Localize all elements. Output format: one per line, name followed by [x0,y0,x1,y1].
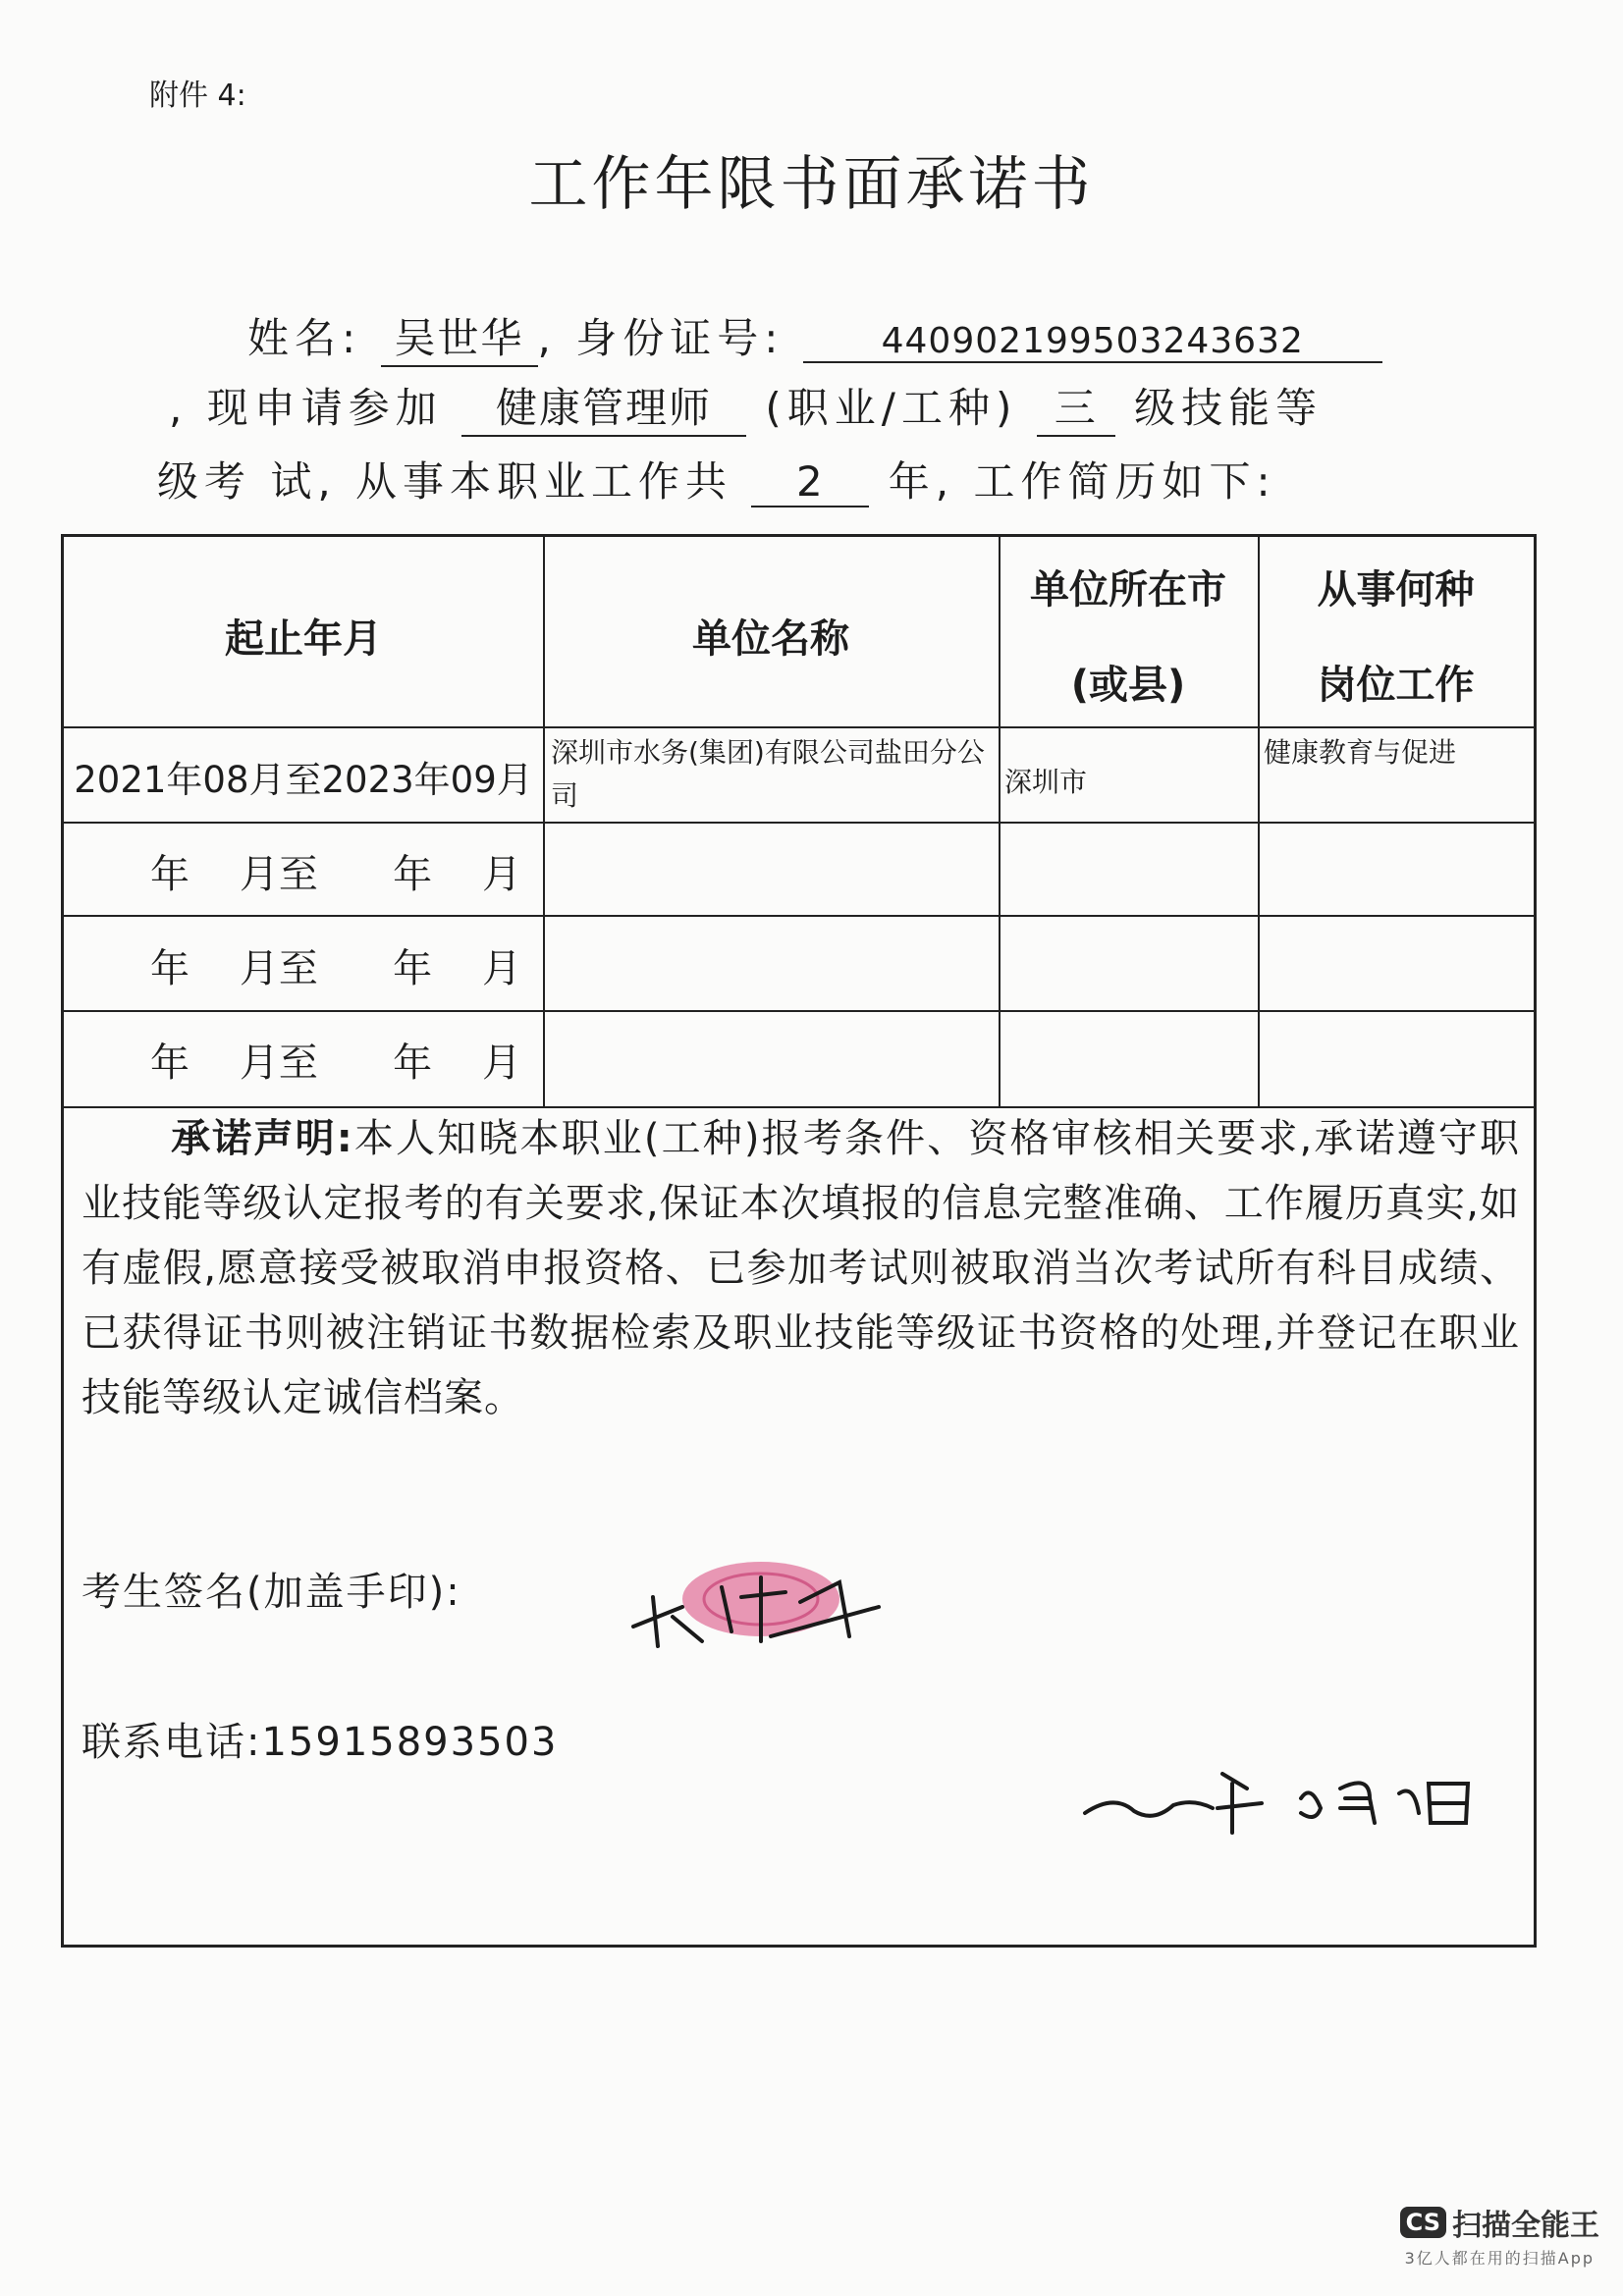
scanner-watermark [1400,2201,1599,2269]
row1-position: 健康教育与促进 [1264,736,1457,769]
header-period: 起止年月 [225,616,382,662]
signature-image [614,1548,908,1666]
phone-number: 15915893503 [261,1720,559,1765]
applicant-line-3 [157,450,1276,508]
id-label: 身份证号: [575,314,784,362]
document-title: 工作年限书面承诺书 [528,150,1095,219]
scanner-slogan: 3亿人都在用的扫描App [1404,2249,1596,2268]
handwritten-date [1075,1754,1488,1842]
line2-suffix: 级技能等 [1134,384,1324,432]
attachment-label: 附件 4: [149,79,246,113]
occupation: 健康管理师 [461,376,746,437]
line2-mid: (职业/工种) [765,384,1018,432]
row2-period: 年 月至 年 月 [150,852,522,897]
row1-period: 2021年08月至2023年09月 [74,759,533,801]
line3-suffix: 年, 工作简历如下: [888,457,1276,506]
id-number: 440902199503243632 [803,321,1382,363]
row4-period: 年 月至 年 月 [150,1041,522,1086]
header-company: 单位名称 [692,616,849,662]
work-years: 2 [751,457,869,507]
commitment-text: 本人知晓本职业(工种)报考条件、资格审核相关要求,承诺遵守职业技能等级认定报考的有关要求,保证本次填报的信息完整准确、工作履历真实,如有虚假,愿意接受被取消申报资格、已参加考试则被取消当次考试所有科目成绩、已获得证书则被注销证书数据检索及职业技能等级证书资格的处理,并登记在职业技能等级认定诚信档案。 [81,1116,1520,1420]
scanner-logo-icon: CS [1400,2207,1446,2238]
phone-label: 联系电话: [81,1720,262,1765]
row3-period: 年 月至 年 月 [150,946,522,991]
header-position [1258,559,1534,710]
header-position-line2: 岗位工作 [1317,663,1475,708]
row1-company: 深圳市水务(集团)有限公司盐田分公司 [551,736,985,812]
header-position-line1: 从事何种 [1317,567,1475,613]
commitment-statement [81,1106,1520,1430]
name-label: 姓名: [247,314,362,362]
date-strokes [1085,1774,1468,1833]
applicant-name: 吴世华 [381,306,538,367]
phone-line [81,1711,558,1767]
line3-prefix: 级考 试, 从事本职业工作共 [157,457,733,506]
table-divider [64,1010,1534,1012]
row1-city: 深圳市 [1004,766,1088,798]
header-city-line1: 单位所在市 [1030,567,1226,613]
commitment-heading: 承诺声明: [170,1116,353,1161]
applicant-line-1 [247,306,1382,367]
table-divider [64,726,1534,728]
table-divider [64,822,1534,824]
header-city-line2: (或县) [1070,663,1186,708]
skill-level: 三 [1037,376,1115,437]
scanner-app-name: 扫描全能王 [1452,2209,1599,2243]
comma: , [537,314,557,362]
header-city [999,559,1258,710]
applicant-line-2 [169,376,1323,437]
signature-label: 考生签名(加盖手印): [81,1570,461,1615]
line2-prefix: , 现申请参加 [169,384,443,432]
work-history-table [61,534,1537,1948]
table-divider [64,915,1534,917]
